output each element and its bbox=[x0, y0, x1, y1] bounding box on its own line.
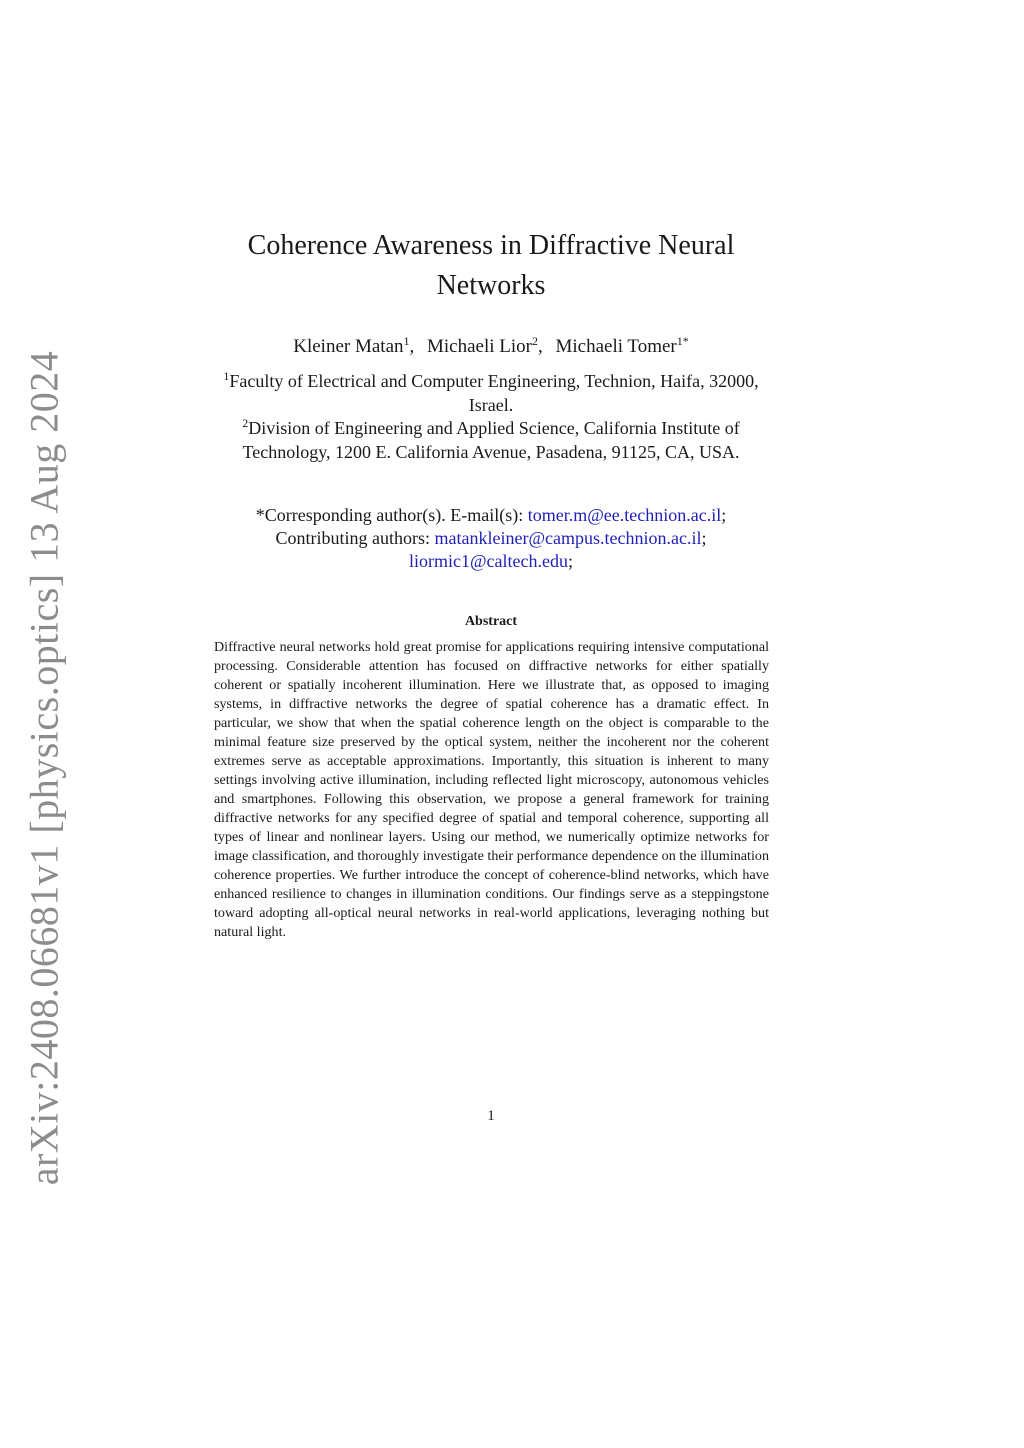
author: Michaeli Lior$^2$ bbox=[427, 334, 538, 357]
contributing-email-link[interactable]: liormic1@caltech.edu bbox=[408, 551, 568, 571]
contributing-authors-line: Contributing authors: matankleiner@campus.technion.ac.il; bbox=[275, 528, 707, 548]
author: Michaeli Tomer$^{1*}$ bbox=[555, 334, 689, 357]
contributing-email-link[interactable]: matankleiner@campus.technion.ac.il bbox=[434, 528, 702, 548]
page-number: 1 bbox=[487, 1108, 495, 1124]
corresponding-author-line: *Corresponding author(s). E-mail(s): tomer.m@ee.technion.ac.il; bbox=[255, 505, 727, 525]
affiliation-list bbox=[200, 370, 782, 464]
paper-title: Coherence Awareness in Diffractive Neural Networks bbox=[247, 230, 735, 301]
affiliation: $^2$Division of Engineering and Applied Science, California Institute of Technology, 1200 E. California Avenue, Pasadena, 91125, CA, USA. bbox=[242, 416, 740, 462]
correspondence-block bbox=[200, 504, 782, 573]
corresponding-email-link[interactable]: tomer.m@ee.technion.ac.il bbox=[527, 505, 722, 525]
affiliation: $^1$Faculty of Electrical and Computer Engineering, Technion, Haifa, 32000, Israel. bbox=[223, 369, 759, 415]
contributing-authors-line-2: liormic1@caltech.edu; bbox=[408, 551, 574, 571]
author: Kleiner Matan$^1$ bbox=[293, 334, 410, 357]
arxiv-side-stamp: arXiv:2408.06681v1 [physics.optics] 13 Aug 2024 bbox=[21, 350, 67, 1186]
abstract-text: Diffractive neural networks hold great promise for applications requiring intensive computational processing. Considerable attention has focused on diffractive networks for either spatially coherent or spatially incoherent illumination. Here we illustrate that, as opposed to imaging systems, in diffractive networks the degree of spatial coherence has a dramatic effect. In particular, we show that when the spatial coherence length on the object is comparable to the minimal feature size preserved by the optical system, neither the incoherent nor the coherent extremes serve as acceptable approximations. Importantly, this situation is inherent to many settings involving active illumination, including reflected light microscopy, autonomous vehicles and smartphones. Following this observation, we propose a general framework for training diffractive networks for any specified degree of spatial and temporal coherence, supporting all types of linear and nonlinear layers. Using our method, we numerically optimize networks for image classification, and thoroughly investigate their performance dependence on the illumination coherence properties. We further introduce the concept of coherence-blind networks, which have enhanced resilience to changes in illumination conditions. Our findings serve as a steppingstone toward adopting all-optical neural networks in real-world applications, leveraging nothing but natural light. bbox=[214, 639, 769, 940]
author-list: Kleiner Matan$^1$, Michaeli Lior$^2$, Michaeli Tomer$^{1*}$ bbox=[293, 334, 689, 357]
abstract-heading: Abstract bbox=[464, 614, 518, 629]
